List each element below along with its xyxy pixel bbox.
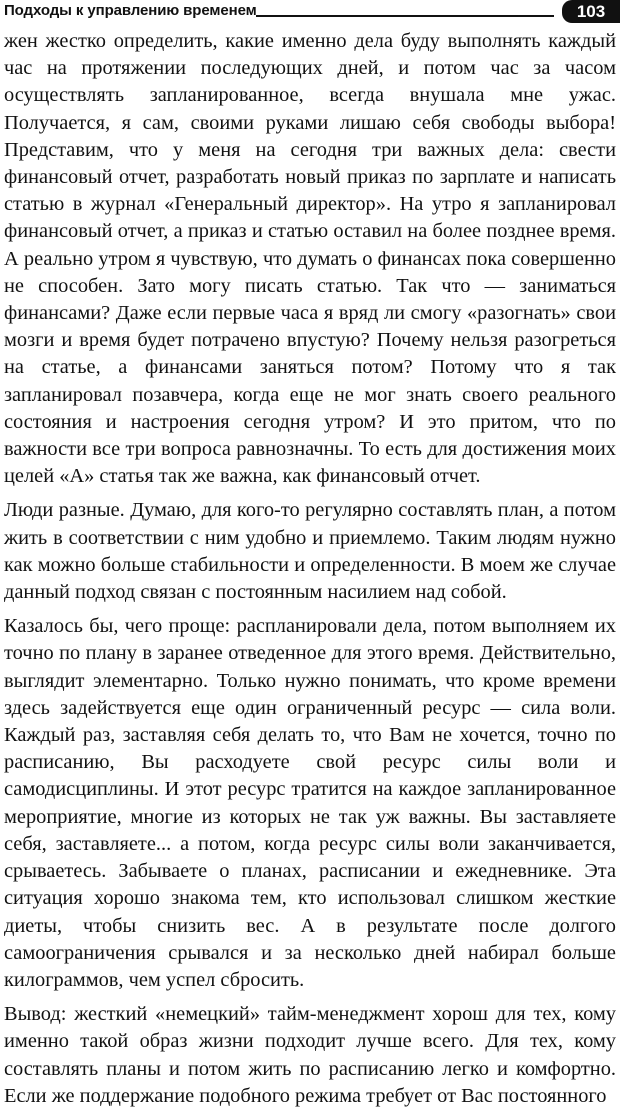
paragraph: Вывод: жесткий «немецкий» тайм-менеджмент хорош для тех, кому именно такой образ жизни подходит лучше всего. Для тех, кому составлять планы и потом жить по расписанию легко и комфортно. Если же поддержание подобного режима требует от Вас постоянного <box>4 1003 616 1107</box>
paragraph: Казалось бы, чего проще: распланировали дела, потом выполняем их точно по плану в заранее отведенное для этого время. Действительно, выглядит элементарно. Только нужно понимать, что кроме времени здесь задействуется еще один ограниченный ресурс — сила воли. Каждый раз, заставляя себя делать то, что Вам не хочется, точно по расписанию, Вы расходуете свой ресурс силы воли и самодисциплины. И этот ресурс тратится на каждое запланированное мероприятие, многие из которых не так уж важны. Вы заставляете себя, заставляете... а потом, когда ресурс силы воли заканчивается, срываетесь. Забываете о планах, расписании и ежедневнике. Эта ситуация хорошо знакома тем, кто использовал слишком жесткие диеты, чтобы снизить вес. А в результате после долгого самоограничения срывался и за несколько дней набирал больше килограммов, чем успел сбросить. <box>4 615 616 991</box>
body-text <box>4 28 616 1110</box>
header-rule <box>256 15 554 17</box>
page-header <box>0 0 620 26</box>
paragraph: Люди разные. Думаю, для кого-то регулярно составлять план, а потом жить в соответствии с ним удобно и приемлемо. Таким людям нужно как можно больше стабильности и определенности. В моем же случае данный подход связан с постоянным насилием над собой. <box>4 499 616 604</box>
running-head: Подходы к управлению временем <box>4 2 257 19</box>
page-number-badge: 103 <box>562 0 620 23</box>
paragraph: жен жестко определить, какие именно дела буду выполнять каждый час на протяжении последующих дней, и потом час за часом осуществлять запланированное, всегда внушала мне ужас. Получается, я сам, своими руками лишаю себя свободы выбора! Представим, что у меня на сегодня три важных дела: свести финансовый отчет, разработать новый приказ по зарплате и написать статью в журнал «Генеральный директор». На утро я запланировал финансовый отчет, а приказ и статью оставил на более позднее время. А реально утром я чувствую, что думать о финансах пока совершенно не способен. Зато могу писать статью. Так что — заниматься финансами? Даже если первые часа я вряд ли смогу «разогнать» свои мозги и время будет потрачено впустую? Почему нельзя разогреться на статье, а финансами заняться потом? Потому что я так запланировал позавчера, когда еще не мог знать своего реального состояния и настроения сегодня утром? И это притом, что по важности все три вопроса равнозначны. То есть для достижения моих целей «А» статья так же важна, как финансовый отчет. <box>4 30 616 488</box>
